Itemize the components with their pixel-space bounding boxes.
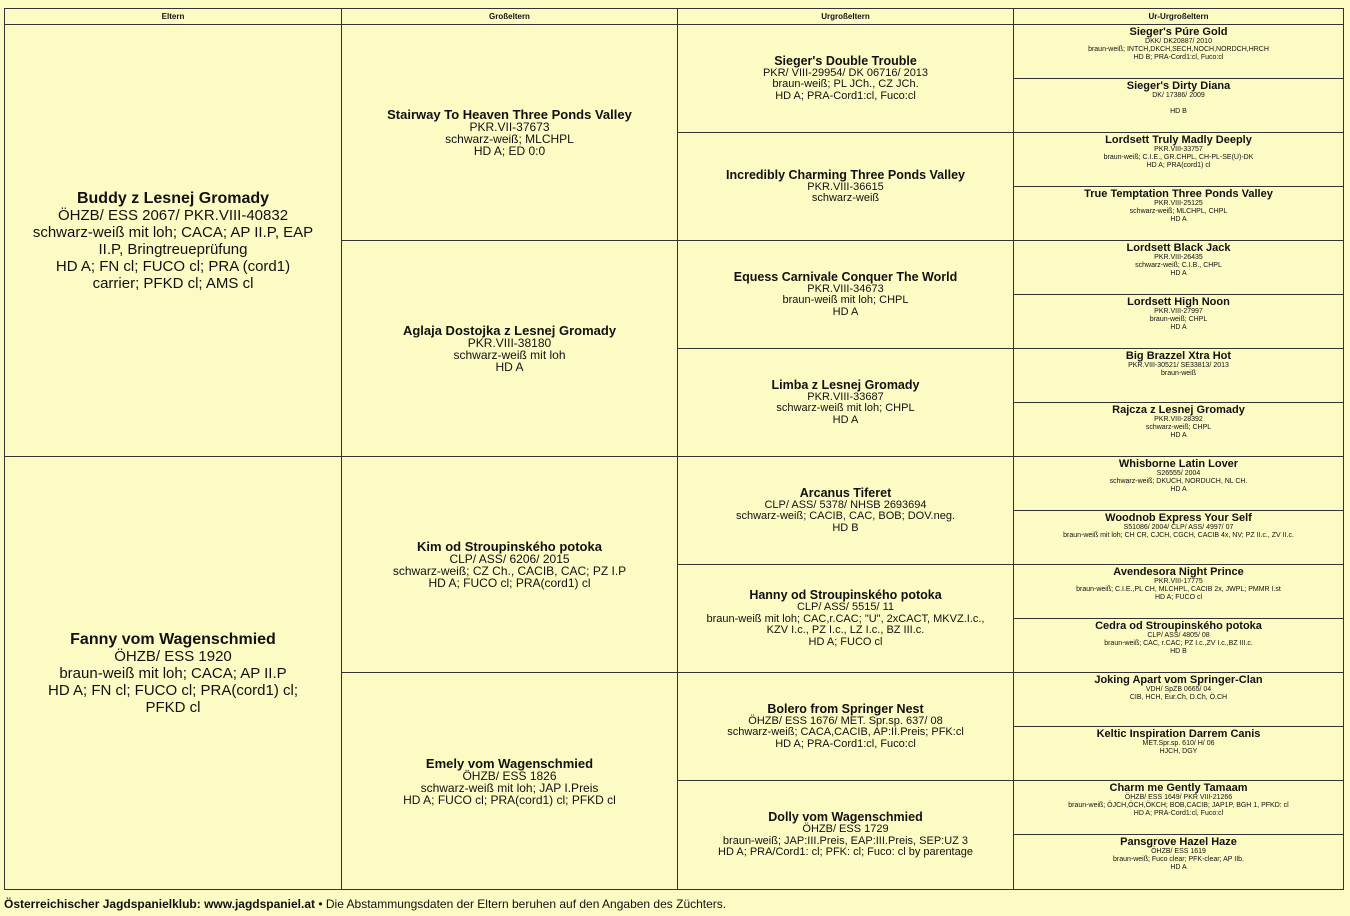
- great-great-grandparent-detail: PKR.VIII-33757: [1154, 146, 1203, 153]
- great-grandparent-detail: PKR/ VIII-29954/ DK 06716/ 2013: [762, 66, 929, 79]
- great-great-grandparent-detail: HD B: [1170, 108, 1187, 115]
- great-great-grandparent-detail: braun-weiß mit loh; CH CR, CJCH, CGCH, CACIB 4x, NV; PZ II.c., ZV II.c.: [1063, 532, 1294, 539]
- great-great-grandparent-detail: HD A; PRA-Cord1:cl, Fuco:cl: [1133, 810, 1224, 817]
- great-grandparent-detail: HD A: [832, 413, 859, 426]
- footer-club[interactable]: Österreichischer Jagdspanielklub: www.jagdspaniel.at: [4, 897, 315, 911]
- great-great-grandparent-detail: braun-weiß; C.I.E., GR.CHPL, CH-PL-SE(U)-DK: [1103, 154, 1254, 161]
- great-great-grandparent-detail: VDH/ SpZB 0665/ 04: [1145, 686, 1212, 693]
- great-grandparent-cell: [678, 457, 1014, 565]
- great-grandparent-cell: [678, 133, 1014, 241]
- great-grandparent-detail: CLP/ ASS/ 5515/ 11: [796, 601, 895, 613]
- pedigree-table: [4, 8, 1344, 890]
- grandparent-detail: schwarz-weiß mit loh: [453, 348, 566, 362]
- great-great-grandparent-detail: MET.Spr.sp. 610/ H/ 06: [1142, 740, 1215, 747]
- great-grandparent-detail: HD A; FUCO cl: [808, 635, 883, 648]
- grandparent-name: Aglaja Dostojka z Lesnej Gromady: [402, 323, 617, 338]
- great-grandparent-detail: PKR.VIII-34673: [807, 282, 884, 295]
- great-great-grandparent-detail: PKR.VIII-25125: [1154, 200, 1203, 207]
- great-great-grandparent-detail: braun-weiß; ÖJCH,ÖCH,ÖKCH; BOB,CACIB; JAP1P, BGH 1, PFKD: cl: [1068, 802, 1289, 809]
- great-grandparent-detail: braun-weiß mit loh; CAC,r.CAC; "U", 2xCACT, MKVZ.I.c.,: [706, 612, 985, 625]
- great-grandparent-cell: [678, 349, 1014, 457]
- great-grandparent-name: Equess Carnivale Conquer The World: [733, 269, 958, 284]
- parent-detail: schwarz-weiß mit loh; CACA; AP II.P, EAP: [32, 223, 314, 241]
- grandparent-detail: HD A; ED 0:0: [473, 144, 546, 158]
- parent-detail: II.P, Bringtreueprüfung: [98, 240, 248, 258]
- great-grandparent-detail: HD B: [832, 521, 859, 534]
- great-great-grandparent-detail: CLP/ ASS/ 4805/ 08: [1147, 632, 1210, 639]
- great-great-grandparent-detail: PKR.VIII-17775: [1154, 578, 1203, 585]
- great-grandparent-name: Hanny od Stroupinského potoka: [749, 588, 942, 602]
- great-great-grandparent-detail: HD A: [1170, 432, 1187, 439]
- grandparent-detail: schwarz-weiß mit loh; JAP I.Preis: [420, 780, 599, 795]
- great-great-grandparent-cell: [1014, 79, 1343, 133]
- parent-detail: HD A; FN cl; FUCO cl; PRA (cord1): [55, 257, 291, 275]
- great-great-grandparent-name: Pansgrove Hazel Haze: [1120, 836, 1237, 848]
- great-great-grandparent-detail: braun-weiß; CHPL: [1149, 316, 1208, 323]
- great-grandparent-cell: [678, 25, 1014, 133]
- great-grandparent-detail: PKR.VIII-33687: [807, 390, 884, 403]
- great-great-grandparent-name: Sieger's Dirty Diana: [1126, 80, 1231, 92]
- great-grandparent-detail: HD A; PRA-Cord1:cl, Fuco:cl: [775, 89, 916, 102]
- great-grandparent-detail: schwarz-weiß mit loh; CHPL: [776, 402, 915, 415]
- great-great-grandparent-cell: [1014, 403, 1343, 457]
- great-great-grandparent-cell: [1014, 187, 1343, 241]
- great-great-grandparent-name: Charm me Gently Tamaam: [1109, 782, 1248, 794]
- great-grandparent-detail: ÖHZB/ ESS 1729: [802, 823, 889, 836]
- great-great-grandparent-name: Lordsett Truly Madly Deeply: [1105, 134, 1252, 146]
- parent-detail: ÖHZB/ ESS 1920: [114, 647, 232, 665]
- great-great-grandparent-detail: HD A; FUCO cl: [1154, 594, 1203, 601]
- great-great-grandparent-name: Joking Apart vom Springer-Clan: [1094, 674, 1263, 686]
- great-great-grandparent-detail: HD A: [1170, 324, 1187, 331]
- parent-detail: HD A; FN cl; FUCO cl; PRA(cord1) cl;: [47, 681, 299, 699]
- great-great-grandparent-detail: HD A; PRA(cord1) cl: [1146, 162, 1211, 169]
- grandparent-detail: ÖHZB/ ESS 1826: [462, 768, 557, 783]
- great-great-grandparent-cell: [1014, 565, 1343, 619]
- grandparent-name: Emely vom Wagenschmied: [425, 755, 594, 771]
- great-grandparent-name: Dolly vom Wagenschmied: [768, 810, 923, 825]
- great-great-grandparent-name: Lordsett Black Jack: [1126, 242, 1231, 254]
- great-grandparent-name: Limba z Lesnej Gromady: [771, 377, 920, 392]
- great-great-grandparent-cell: [1014, 781, 1343, 835]
- great-grandparent-detail: CLP/ ASS/ 5378/ NHSB 2693694: [764, 498, 927, 511]
- parent-cell: [5, 25, 342, 457]
- great-great-grandparent-detail: schwarz-weiß; CHPL: [1145, 424, 1212, 431]
- great-grandparent-name: Arcanus Tiferet: [799, 485, 892, 500]
- great-great-grandparent-detail: PKR.VIII-30521/ SE33813/ 2013: [1128, 362, 1229, 369]
- grandparent-detail: schwarz-weiß; MLCHPL: [445, 132, 574, 146]
- grandparent-detail: PKR.VIII-38180: [467, 336, 552, 350]
- grandparent-detail: schwarz-weiß; CZ Ch., CACIB, CAC; PZ I.P: [392, 564, 627, 578]
- grandparent-detail: HD A; FUCO cl; PRA(cord1) cl; PFKD cl: [403, 792, 616, 807]
- great-great-grandparent-detail: PKR.VIII-26435: [1154, 254, 1203, 261]
- great-grandparent-detail: braun-weiß; JAP:III.Preis, EAP:III.Preis, SEP:UZ 3: [722, 834, 969, 847]
- great-grandparent-cell: [678, 241, 1014, 349]
- parent-name: Fanny vom Wagenschmied: [70, 630, 276, 648]
- great-great-grandparent-detail: DKK/ DK20887/ 2010: [1145, 38, 1212, 45]
- grandparent-detail: HD A; FUCO cl; PRA(cord1) cl: [428, 576, 591, 590]
- grandparent-cell: [342, 25, 678, 241]
- great-great-grandparent-cell: [1014, 25, 1343, 79]
- great-great-grandparent-name: Lordsett High Noon: [1127, 296, 1230, 308]
- great-great-grandparent-detail: HD A: [1170, 216, 1187, 223]
- great-grandparent-detail: schwarz-weiß: [811, 192, 880, 204]
- great-great-grandparent-detail: braun-weiß: [1160, 370, 1196, 377]
- great-great-grandparent-name: Cedra od Stroupinského potoka: [1095, 620, 1262, 632]
- great-great-grandparent-cell: [1014, 349, 1343, 403]
- parent-cell: [5, 457, 342, 889]
- great-grandparent-detail: ÖHZB/ ESS 1676/ MET. Spr.sp. 637/ 08: [748, 714, 943, 727]
- great-great-grandparent-detail: HD A: [1170, 270, 1187, 277]
- great-great-grandparent-name: Rajcza z Lesnej Gromady: [1112, 404, 1245, 416]
- grandparent-name: Kim od Stroupinského potoka: [417, 539, 602, 554]
- great-great-grandparent-detail: braun-weiß; CAC, r.CAC; PZ I.c.,ZV I.c.,BZ III.c.: [1104, 640, 1253, 647]
- great-great-grandparent-name: Big Brazzel Xtra Hot: [1125, 350, 1232, 362]
- great-great-grandparent-cell: [1014, 835, 1343, 889]
- great-great-grandparent-name: Sieger's Púre Gold: [1129, 26, 1228, 38]
- great-great-grandparent-cell: [1014, 511, 1343, 565]
- great-great-grandparent-cell: [1014, 241, 1343, 295]
- great-great-grandparent-detail: schwarz-weiß; DKUCH, NORDUCH, NL CH.: [1109, 478, 1248, 485]
- great-great-grandparent-cell: [1014, 619, 1343, 673]
- great-great-grandparent-detail: braun-weiß; INTCH,DKCH,SECH,NOCH,NORDCH,HRCH: [1088, 46, 1269, 53]
- parent-name: Buddy z Lesnej Gromady: [76, 189, 270, 207]
- great-grandparent-name: Bolero from Springer Nest: [767, 701, 924, 716]
- great-great-grandparent-detail: HD A: [1170, 486, 1187, 493]
- great-great-grandparent-cell: [1014, 727, 1343, 781]
- parent-detail: ÖHZB/ ESS 2067/ PKR.VIII-40832: [57, 206, 289, 224]
- great-great-grandparent-name: True Temptation Three Ponds Valley: [1084, 188, 1273, 200]
- great-great-grandparent-detail: CIB, HCH, Eur.Ch, D.Ch, Ö.CH: [1129, 694, 1228, 701]
- great-great-grandparent-cell: [1014, 295, 1343, 349]
- great-grandparent-name: Incredibly Charming Three Ponds Valley: [726, 167, 965, 182]
- header-ururgrosseltern: Ur-Urgroßeltern: [1014, 9, 1343, 25]
- great-grandparent-detail: braun-weiß; PL JCh., CZ JCh.: [772, 78, 919, 91]
- great-grandparent-detail: schwarz-weiß; CACA,CACIB, AP:II.Preis; PFK:cl: [727, 726, 964, 739]
- great-grandparent-detail: braun-weiß mit loh; CHPL: [782, 294, 909, 307]
- great-great-grandparent-detail: HD A: [1170, 864, 1187, 871]
- great-grandparent-detail: schwarz-weiß; CACIB, CAC, BOB; DOV.neg.: [735, 510, 956, 523]
- great-great-grandparent-detail: S51086/ 2004/ CLP/ ASS/ 4997/ 07: [1123, 524, 1234, 531]
- great-great-grandparent-name: Whisborne Latin Lover: [1118, 458, 1239, 470]
- great-grandparent-detail: HD A; PRA-Cord1:cl, Fuco:cl: [775, 737, 916, 750]
- great-great-grandparent-name: Woodnob Express Your Self: [1105, 512, 1252, 524]
- footer: [4, 897, 726, 911]
- great-great-grandparent-detail: HD B; PRA-Cord1:cl, Fuco:cl: [1133, 54, 1224, 61]
- great-grandparent-detail: PKR.VIII-36615: [807, 180, 884, 193]
- great-great-grandparent-detail: braun-weiß; Fuco clear; PFK-clear; AP IIb.: [1113, 856, 1244, 863]
- footer-note: • Die Abstammungsdaten der Eltern beruhen auf den Angaben des Züchters.: [315, 897, 727, 911]
- great-great-grandparent-detail: HD B: [1170, 648, 1187, 655]
- great-grandparent-cell: [678, 565, 1014, 673]
- great-great-grandparent-detail: S26555/ 2004: [1156, 470, 1201, 477]
- great-grandparent-cell: [678, 673, 1014, 781]
- parent-detail: braun-weiß mit loh; CACA; AP II.P: [59, 664, 287, 682]
- great-great-grandparent-detail: braun-weiß; C.I.E.,PL CH, MLCHPL, CACIB 2x, JWPL; PMMR I.st: [1076, 586, 1281, 593]
- grandparent-detail: CLP/ ASS/ 6206/ 2015: [449, 552, 570, 566]
- great-great-grandparent-cell: [1014, 457, 1343, 511]
- grandparent-name: Stairway To Heaven Three Ponds Valley: [387, 107, 632, 122]
- great-grandparent-name: Sieger's Double Trouble: [774, 53, 917, 68]
- great-great-grandparent-detail: PKR.VIII-28392: [1154, 416, 1203, 423]
- great-great-grandparent-detail: ÖHZB/ ESS 1619: [1151, 848, 1206, 855]
- grandparent-cell: [342, 241, 678, 457]
- great-great-grandparent-detail: DK/ 17386/ 2009: [1152, 92, 1205, 99]
- grandparent-cell: [342, 457, 678, 673]
- great-grandparent-detail: HD A: [832, 305, 859, 318]
- great-great-grandparent-name: Avendesora Night Prince: [1113, 566, 1244, 578]
- parent-detail: PFKD cl: [145, 698, 201, 716]
- great-great-grandparent-detail: HJCH, DGY: [1159, 748, 1198, 755]
- parent-detail: carrier; PFKD cl; AMS cl: [92, 274, 254, 292]
- great-grandparent-cell: [678, 781, 1014, 889]
- grandparent-detail: HD A: [495, 360, 524, 374]
- header-grosseltern: Großeltern: [342, 9, 678, 25]
- great-great-grandparent-detail: PKR.VIII-27997: [1154, 308, 1203, 315]
- header-eltern: Eltern: [5, 9, 342, 25]
- header-urgrosseltern: Urgroßeltern: [678, 9, 1014, 25]
- great-grandparent-detail: HD A; PRA/Cord1: cl; PFK: cl; Fuco: cl by parentage: [718, 846, 973, 859]
- great-great-grandparent-detail: schwarz-weiß; C.I.B., CHPL: [1135, 262, 1222, 269]
- grandparent-detail: PKR.VII-37673: [469, 120, 550, 134]
- great-great-grandparent-cell: [1014, 673, 1343, 727]
- great-great-grandparent-detail: ÖHZB/ ESS 1649/ PKR VIII-21266: [1124, 794, 1233, 801]
- great-great-grandparent-cell: [1014, 133, 1343, 187]
- great-great-grandparent-detail: schwarz-weiß; MLCHPL, CHPL: [1129, 208, 1228, 215]
- great-grandparent-detail: KZV I.c., PZ I.c., LZ I.c., BZ III.c.: [766, 624, 925, 636]
- grandparent-cell: [342, 673, 678, 889]
- great-great-grandparent-name: Keltic Inspiration Darrem Canis: [1096, 728, 1261, 740]
